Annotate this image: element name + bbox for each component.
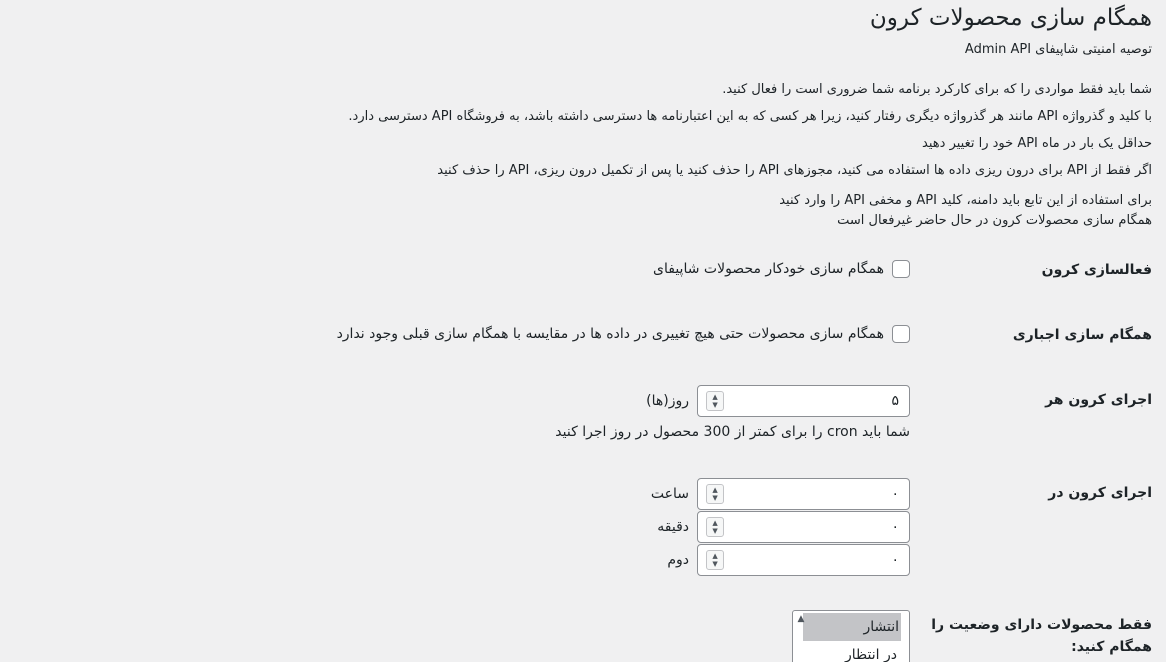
cron-at-hour-unit: ساعت — [650, 486, 689, 502]
force-sync-checkbox[interactable] — [892, 325, 910, 343]
status-option-selected[interactable]: انتشار — [803, 613, 901, 641]
spinner-arrows-icon[interactable]: ▲ ▼ — [706, 517, 724, 537]
cron-at-minute-unit: دقیقه — [657, 519, 689, 535]
cron-enable-field — [653, 260, 910, 278]
cron-status-text: همگام سازی محصولات کرون در حال حاضر غیرفعال است — [837, 213, 1152, 228]
note-line: اگر فقط از API برای درون ریزی داده ها استفاده می کنید، مجوزهای API را حذف کنید یا پس از تکمیل درون ریزی، API را حذف کنید — [437, 163, 1152, 178]
spinner-arrows-icon[interactable]: ▲ ▼ — [706, 550, 724, 570]
cron-every-label: اجرای کرون هر — [1045, 392, 1152, 408]
status-notes — [779, 191, 1152, 231]
cron-enable-checkbox-label: همگام سازی خودکار محصولات شاپیفای — [653, 261, 884, 277]
cron-at-hour-field — [651, 478, 910, 510]
cron-enable-option[interactable] — [653, 260, 910, 278]
cron-at-second-input[interactable] — [697, 544, 910, 576]
cron-every-unit: روز(ها) — [646, 393, 689, 409]
status-option[interactable]: در انتظار — [845, 647, 897, 662]
note-line: شما باید فقط مواردی را که برای کارکرد برنامه شما ضروری است را فعال کنید. — [722, 82, 1152, 97]
cron-every-hint: شما باید cron را برای کمتر از 300 محصول در روز اجرا کنید — [555, 424, 910, 440]
cron-at-label: اجرای کرون در — [1048, 485, 1152, 501]
cron-at-minute-field — [657, 511, 910, 543]
status-filter-label-line1: فقط محصولات دارای وضعیت را — [931, 617, 1152, 633]
force-sync-option[interactable] — [337, 325, 910, 343]
status-filter-label-line2: همگام کنید: — [1071, 639, 1152, 655]
cron-every-field — [555, 385, 910, 440]
cron-enable-checkbox[interactable] — [892, 260, 910, 278]
spinner-arrows-icon[interactable]: ▲ ▼ — [706, 391, 724, 411]
note-line: حداقل یک بار در ماه API خود را تغییر دهید — [922, 136, 1152, 151]
cron-at-minute-input[interactable] — [697, 511, 910, 543]
cron-at-hour-input[interactable] — [697, 478, 910, 510]
spinner-arrows-icon[interactable]: ▲ ▼ — [706, 484, 724, 504]
status-filter-listbox[interactable] — [792, 610, 910, 662]
cron-at-second-field — [667, 544, 910, 576]
force-sync-field — [337, 325, 910, 343]
chevron-up-icon[interactable]: ▲ — [797, 614, 805, 624]
cron-at-hour-value: ۰ — [891, 486, 899, 502]
note-line: برای استفاده از این تابع باید دامنه، کلید API و مخفی API را وارد کنید — [779, 193, 1152, 208]
cron-at-second-unit: دوم — [667, 552, 689, 568]
note-line: با کلید و گذرواژه API مانند هر گذرواژه دیگری رفتار کنید، زیرا هر کسی که به این اعتبارنامه ها دسترسی داشته باشد، به فروشگاه API دسترسی دارد. — [348, 109, 1152, 124]
cron-enable-label: فعالسازی کرون — [1041, 262, 1152, 278]
cron-every-value: ۵ — [891, 393, 899, 409]
cron-at-minute-value: ۰ — [891, 519, 899, 535]
security-notes — [348, 76, 1152, 184]
page-subtitle: توصیه امنیتی شاپیفای Admin API — [964, 42, 1152, 57]
cron-at-second-value: ۰ — [891, 552, 899, 568]
cron-every-input[interactable] — [697, 385, 910, 417]
status-filter-label — [926, 614, 1152, 658]
force-sync-label: همگام سازی اجباری — [1012, 327, 1152, 343]
force-sync-checkbox-label: همگام سازی محصولات حتی هیچ تغییری در داده ها در مقایسه با همگام سازی قبلی وجود ندارد — [336, 326, 884, 342]
page-title: همگام سازی محصولات کرون — [869, 5, 1152, 31]
